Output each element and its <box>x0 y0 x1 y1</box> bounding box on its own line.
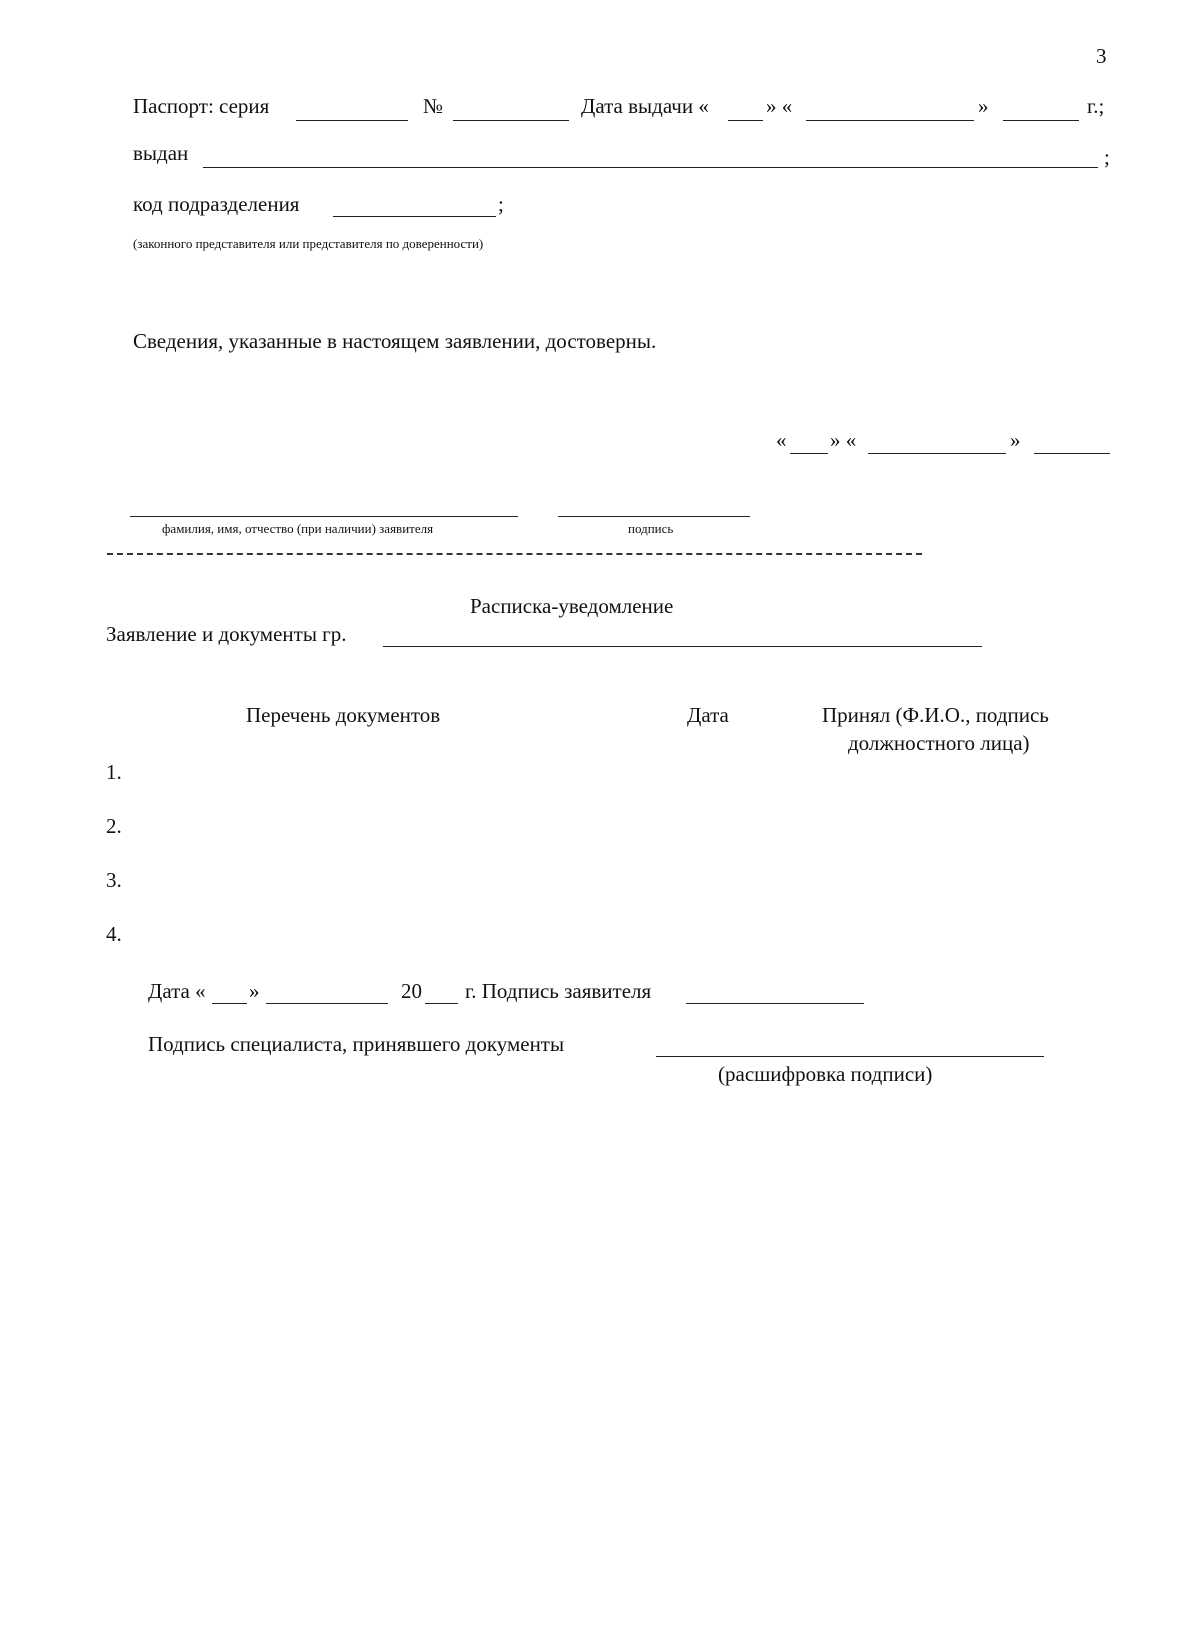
list-item-number: 3. <box>106 868 122 892</box>
receipt-applicant-signature-field[interactable] <box>686 1003 864 1004</box>
receipt-year-prefix: 20 <box>401 979 422 1003</box>
applicant-name-caption: фамилия, имя, отчество (при наличии) заявителя <box>162 521 434 536</box>
issue-year-field[interactable] <box>1003 120 1079 121</box>
statement-text: Сведения, указанные в настоящем заявлении, достоверны. <box>133 329 657 353</box>
column-accepted-line1: Принял (Ф.И.О., подпись <box>822 703 1049 727</box>
documents-of-label: Заявление и документы гр. <box>106 622 347 646</box>
receipt-month-field[interactable] <box>266 1003 388 1004</box>
list-item-number: 1. <box>106 760 122 784</box>
issue-day-field[interactable] <box>728 120 763 121</box>
date-month-field[interactable] <box>868 453 1006 454</box>
receipt-date-close: » <box>249 979 260 1003</box>
applicant-signature-label: г. Подпись заявителя <box>465 979 652 1003</box>
column-documents: Перечень документов <box>246 703 441 727</box>
representative-note: (законного представителя или представителя по доверенности) <box>133 236 484 251</box>
cut-line <box>107 553 922 555</box>
passport-series-label: Паспорт: серия <box>133 94 270 118</box>
issue-month-field[interactable] <box>806 120 974 121</box>
citizen-name-field[interactable] <box>383 646 982 647</box>
passport-number-field[interactable] <box>453 120 569 121</box>
year-suffix: г.; <box>1087 94 1105 118</box>
receipt-day-field[interactable] <box>212 1003 247 1004</box>
specialist-signature-label: Подпись специалиста, принявшего документы <box>148 1032 565 1056</box>
division-code-end: ; <box>498 192 504 216</box>
passport-number-label: № <box>423 94 444 118</box>
date-day-field[interactable] <box>790 453 828 454</box>
issued-by-field[interactable] <box>203 167 1098 168</box>
receipt-title: Расписка-уведомление <box>470 594 674 618</box>
passport-series-field[interactable] <box>296 120 408 121</box>
applicant-name-field[interactable] <box>130 516 518 517</box>
column-accepted-line2: должностного лица) <box>848 731 1030 755</box>
receipt-date-label: Дата « <box>148 979 206 1003</box>
list-item-number: 2. <box>106 814 122 838</box>
date-open-quote: « <box>776 428 787 452</box>
receipt-year-field[interactable] <box>425 1003 458 1004</box>
applicant-signature-field[interactable] <box>558 516 750 517</box>
issued-by-end: ; <box>1104 145 1110 169</box>
page-number: 3 <box>1096 44 1107 68</box>
date-year-field[interactable] <box>1034 453 1110 454</box>
issued-by-label: выдан <box>133 141 189 165</box>
list-item-number: 4. <box>106 922 122 946</box>
issue-date-quote-close: » <box>978 94 989 118</box>
issue-date-quote-mid: » « <box>766 94 793 118</box>
date-mid-quote: » « <box>830 428 857 452</box>
division-code-field[interactable] <box>333 216 496 217</box>
applicant-signature-caption: подпись <box>628 521 674 536</box>
division-code-label: код подразделения <box>133 192 300 216</box>
signature-decoding-caption: (расшифровка подписи) <box>718 1062 933 1086</box>
column-date: Дата <box>687 703 729 727</box>
issue-date-label: Дата выдачи « <box>581 94 709 118</box>
specialist-signature-field[interactable] <box>656 1056 1044 1057</box>
date-close-quote: » <box>1010 428 1021 452</box>
